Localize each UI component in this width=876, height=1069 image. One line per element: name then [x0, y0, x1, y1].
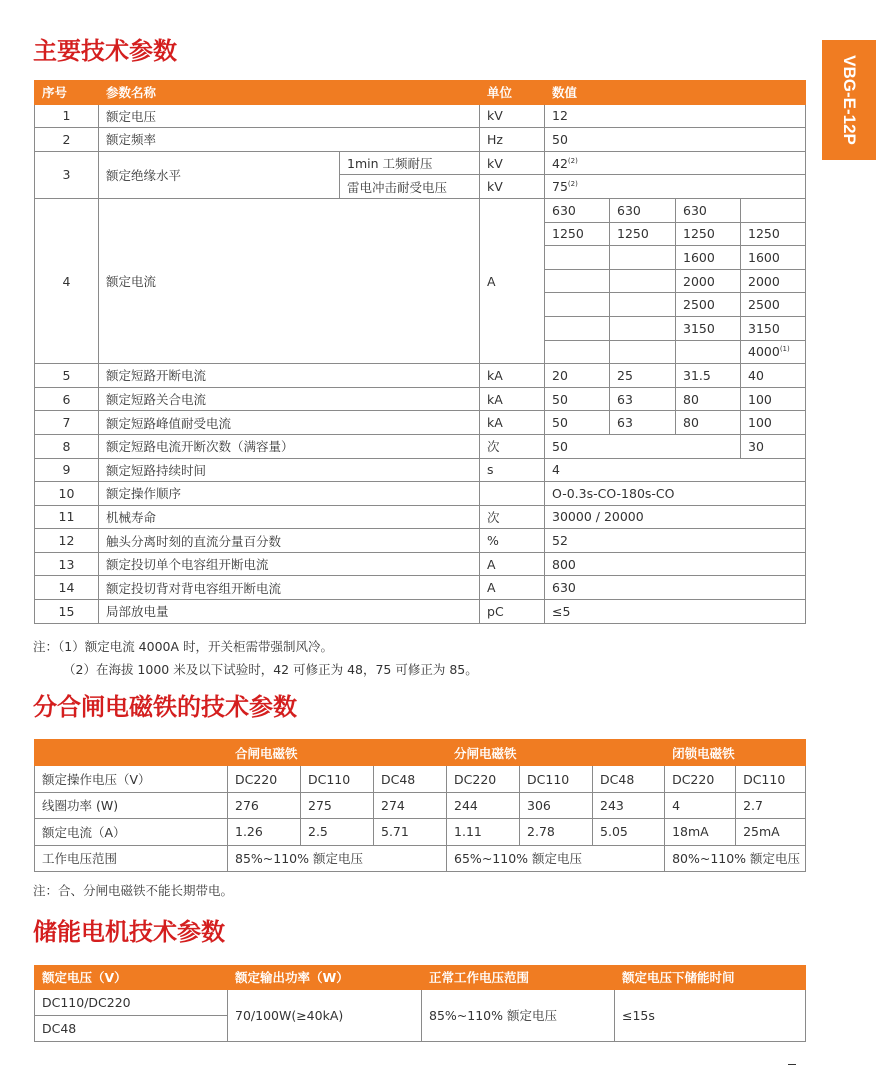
cell-value: DC110	[736, 766, 806, 792]
col-header-output-power: 额定输出功率（W）	[228, 966, 422, 990]
param-value: 30	[741, 434, 806, 458]
current-value: 630	[610, 198, 676, 222]
param-unit: kV	[480, 151, 545, 175]
cell-value: 70/100W(≥40kA)	[228, 989, 422, 1041]
param-value: 52	[545, 529, 806, 553]
table-header-row	[35, 81, 806, 105]
footnote-2: （2）在海拔 1000 米及以下试验时，42 可修正为 48，75 可修正为 85。	[63, 662, 478, 677]
current-value	[610, 340, 676, 364]
row-label: 线圈功率 (W)	[35, 792, 228, 818]
main-params-table	[34, 80, 806, 624]
col-header-unit: 单位	[480, 81, 545, 105]
table-row	[35, 387, 806, 411]
current-value	[545, 246, 610, 270]
table-row	[35, 411, 806, 435]
param-subname: 1min 工频耐压	[340, 151, 480, 175]
table-row	[35, 989, 806, 1015]
magnet-params-title: 分合闸电磁铁的技术参数	[33, 693, 297, 721]
col-header-locking-magnet: 闭锁电磁铁	[665, 740, 806, 766]
current-value: 1250	[676, 222, 741, 246]
cell-value: DC48	[35, 1015, 228, 1041]
table-row	[35, 458, 806, 482]
col-header-charging-time: 额定电压下储能时间	[615, 966, 806, 990]
table-row	[35, 364, 806, 388]
current-value: 1600	[676, 246, 741, 270]
current-value	[676, 340, 741, 364]
param-value: O-0.3s-CO-180s-CO	[545, 482, 806, 506]
cell-value: 275	[301, 792, 374, 818]
row-no: 15	[35, 600, 99, 624]
param-unit: 次	[480, 434, 545, 458]
row-no: 10	[35, 482, 99, 506]
motor-params-title: 储能电机技术参数	[33, 918, 225, 946]
magnet-footnote: 注：合、分闸电磁铁不能长期带电。	[33, 883, 234, 898]
current-value: 1600	[741, 246, 806, 270]
value-text: 42	[552, 155, 568, 171]
cell-value: 80%~110% 额定电压	[665, 845, 806, 871]
current-value	[741, 198, 806, 222]
param-unit: kA	[480, 411, 545, 435]
row-no: 6	[35, 387, 99, 411]
param-name: 额定短路持续时间	[99, 458, 480, 482]
row-no: 2	[35, 128, 99, 152]
table-row	[35, 198, 806, 222]
param-name: 额定频率	[99, 128, 480, 152]
current-value: 3150	[741, 316, 806, 340]
param-value	[545, 151, 806, 175]
param-value: 31.5	[676, 364, 741, 388]
motor-params-table	[34, 965, 806, 1042]
cell-value: DC48	[593, 766, 665, 792]
cell-value: 274	[374, 792, 447, 818]
note-mark: (2)	[567, 156, 578, 165]
cell-value: 65%~110% 额定电压	[447, 845, 665, 871]
cell-value: 306	[520, 792, 593, 818]
param-name: 额定短路开断电流	[99, 364, 480, 388]
param-value: 80	[676, 411, 741, 435]
current-value	[545, 316, 610, 340]
current-value	[545, 293, 610, 317]
current-value	[610, 293, 676, 317]
table-header-row	[35, 966, 806, 990]
cell-value: 1.26	[228, 819, 301, 845]
param-unit: kV	[480, 175, 545, 199]
param-value: 40	[741, 364, 806, 388]
param-unit: kA	[480, 364, 545, 388]
cell-value: ≤15s	[615, 989, 806, 1041]
cell-value: 25mA	[736, 819, 806, 845]
param-unit: A	[480, 552, 545, 576]
param-unit: pC	[480, 600, 545, 624]
current-value: 1250	[545, 222, 610, 246]
param-value: 63	[610, 387, 676, 411]
row-label: 工作电压范围	[35, 845, 228, 871]
param-unit: kV	[480, 104, 545, 128]
param-value: 50	[545, 387, 610, 411]
current-value: 2500	[676, 293, 741, 317]
col-header-closing-magnet: 合闸电磁铁	[228, 740, 447, 766]
param-value: 25	[610, 364, 676, 388]
param-name: 触头分离时刻的直流分量百分数	[99, 529, 480, 553]
cell-value: DC110	[301, 766, 374, 792]
param-name: 额定短路关合电流	[99, 387, 480, 411]
footnote-1: 注：（1）额定电流 4000A 时，开关柜需带强制风冷。	[33, 639, 334, 654]
param-unit: Hz	[480, 128, 545, 152]
table-row	[35, 482, 806, 506]
magnet-params-table	[34, 739, 806, 872]
table-row	[35, 576, 806, 600]
product-model-tab	[822, 40, 876, 160]
current-value: 2500	[741, 293, 806, 317]
col-header-opening-magnet: 分闸电磁铁	[447, 740, 665, 766]
col-header-rated-voltage: 额定电压（V）	[35, 966, 228, 990]
cell-value: DC220	[228, 766, 301, 792]
param-subname: 雷电冲击耐受电压	[340, 175, 480, 199]
row-no: 5	[35, 364, 99, 388]
param-value: ≤5	[545, 600, 806, 624]
param-unit: A	[480, 576, 545, 600]
param-name: 额定操作顺序	[99, 482, 480, 506]
current-value: 2000	[676, 269, 741, 293]
table-row	[35, 792, 806, 818]
main-params-title: 主要技术参数	[33, 37, 177, 65]
param-value: 20	[545, 364, 610, 388]
table-row	[35, 552, 806, 576]
param-unit: s	[480, 458, 545, 482]
row-no: 3	[35, 151, 99, 198]
table-header-row	[35, 740, 806, 766]
row-label: 额定电流（A）	[35, 819, 228, 845]
param-value: 50	[545, 128, 806, 152]
col-header-blank	[35, 740, 228, 766]
cell-value: 85%~110% 额定电压	[228, 845, 447, 871]
row-no: 8	[35, 434, 99, 458]
note-mark: (2)	[567, 180, 578, 189]
current-value	[741, 340, 806, 364]
col-header-no: 序号	[35, 81, 99, 105]
table-row	[35, 845, 806, 871]
param-unit	[480, 482, 545, 506]
param-value: 12	[545, 104, 806, 128]
param-value: 4	[545, 458, 806, 482]
cell-value: 5.05	[593, 819, 665, 845]
table-row	[35, 505, 806, 529]
param-value: 100	[741, 387, 806, 411]
param-value: 80	[676, 387, 741, 411]
param-unit: A	[480, 198, 545, 363]
cell-value: DC220	[665, 766, 736, 792]
cell-value: 2.7	[736, 792, 806, 818]
param-value: 630	[545, 576, 806, 600]
param-value: 50	[545, 434, 741, 458]
current-value	[610, 269, 676, 293]
row-no: 4	[35, 198, 99, 363]
row-no: 9	[35, 458, 99, 482]
param-name: 额定电流	[99, 198, 480, 363]
value-text: 4000	[748, 344, 780, 360]
cell-value: 276	[228, 792, 301, 818]
col-header-value: 数值	[545, 81, 806, 105]
cell-value: 5.71	[374, 819, 447, 845]
current-value	[610, 246, 676, 270]
table-row	[35, 151, 806, 175]
cell-value: 2.78	[520, 819, 593, 845]
param-value: 800	[545, 552, 806, 576]
current-value: 630	[545, 198, 610, 222]
current-value: 1250	[610, 222, 676, 246]
row-label: 额定操作电压（V）	[35, 766, 228, 792]
note-mark: (1)	[779, 345, 790, 354]
row-no: 11	[35, 505, 99, 529]
product-model-label: VBG-E-12P	[840, 55, 859, 145]
current-value	[610, 316, 676, 340]
current-value: 1250	[741, 222, 806, 246]
param-name: 额定投切背对背电容组开断电流	[99, 576, 480, 600]
table-row	[35, 766, 806, 792]
cell-value: 1.11	[447, 819, 520, 845]
cell-value: 85%~110% 额定电压	[422, 989, 615, 1041]
current-value: 630	[676, 198, 741, 222]
param-unit: %	[480, 529, 545, 553]
row-no: 13	[35, 552, 99, 576]
cell-value: 2.5	[301, 819, 374, 845]
cell-value: DC110	[520, 766, 593, 792]
table-row	[35, 819, 806, 845]
param-unit: 次	[480, 505, 545, 529]
param-value: 50	[545, 411, 610, 435]
row-no: 7	[35, 411, 99, 435]
param-value: 30000 / 20000	[545, 505, 806, 529]
cell-value: 18mA	[665, 819, 736, 845]
col-header-voltage-range: 正常工作电压范围	[422, 966, 615, 990]
param-unit: kA	[480, 387, 545, 411]
cell-value: DC220	[447, 766, 520, 792]
param-name: 额定投切单个电容组开断电流	[99, 552, 480, 576]
cell-value: 4	[665, 792, 736, 818]
table-row	[35, 128, 806, 152]
cell-value: 243	[593, 792, 665, 818]
current-value	[545, 269, 610, 293]
param-name: 机械寿命	[99, 505, 480, 529]
row-no: 14	[35, 576, 99, 600]
param-value	[545, 175, 806, 199]
param-name: 局部放电量	[99, 600, 480, 624]
table-row	[35, 600, 806, 624]
page-mark	[788, 1064, 796, 1065]
current-value	[545, 340, 610, 364]
row-no: 1	[35, 104, 99, 128]
param-name: 额定短路电流开断次数（满容量）	[99, 434, 480, 458]
param-value: 63	[610, 411, 676, 435]
value-text: 75	[552, 179, 568, 195]
param-name: 额定绝缘水平	[99, 151, 340, 198]
param-name: 额定电压	[99, 104, 480, 128]
table-row	[35, 529, 806, 553]
param-value: 100	[741, 411, 806, 435]
row-no: 12	[35, 529, 99, 553]
cell-value: DC110/DC220	[35, 989, 228, 1015]
col-header-name: 参数名称	[99, 81, 480, 105]
table-row	[35, 434, 806, 458]
current-value: 2000	[741, 269, 806, 293]
cell-value: DC48	[374, 766, 447, 792]
param-name: 额定短路峰值耐受电流	[99, 411, 480, 435]
current-value: 3150	[676, 316, 741, 340]
table-row	[35, 104, 806, 128]
cell-value: 244	[447, 792, 520, 818]
